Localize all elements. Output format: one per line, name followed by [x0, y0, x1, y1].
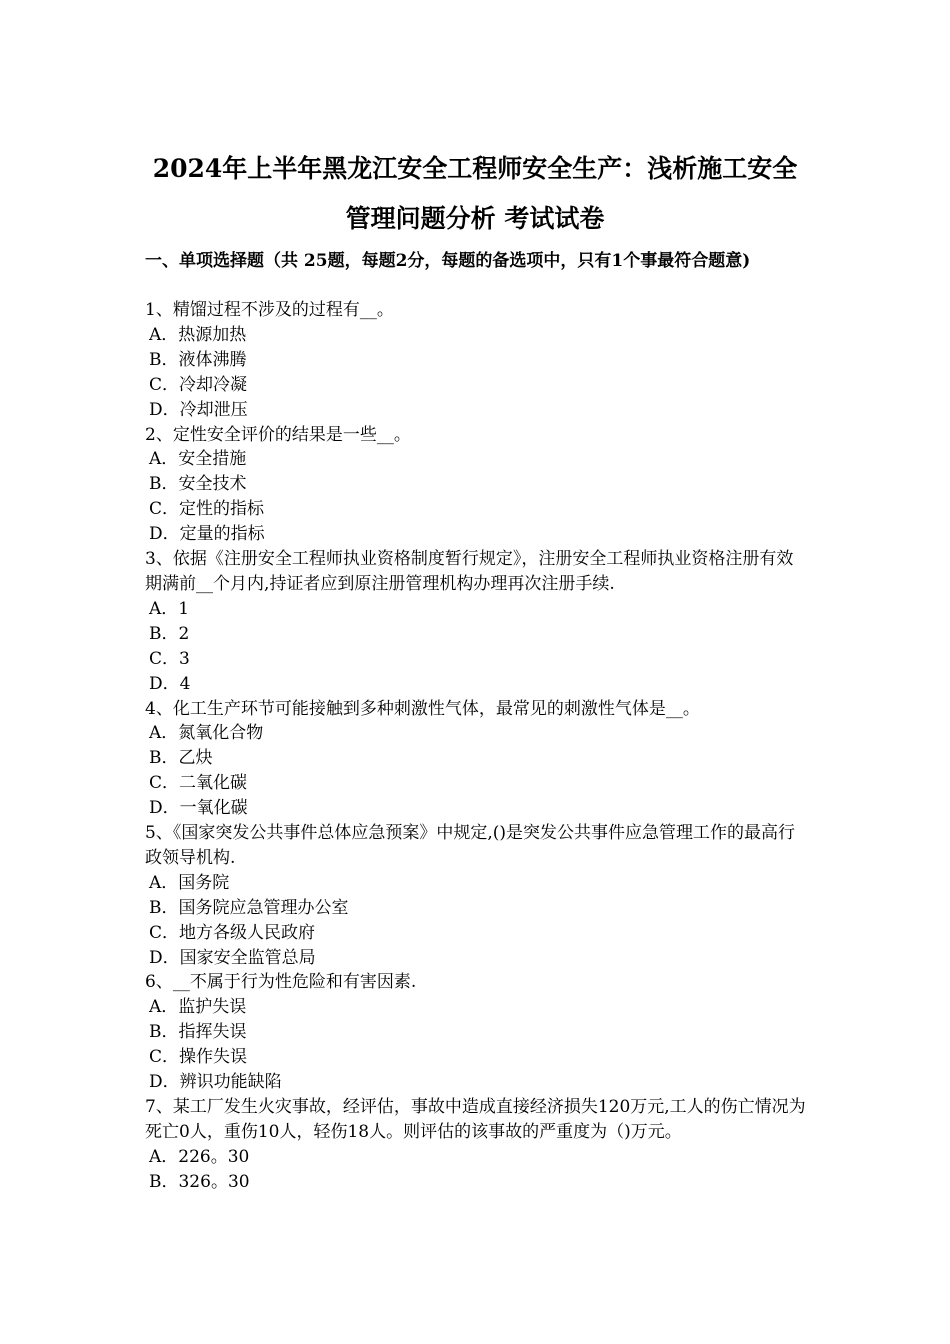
question-stem: 2、定性安全评价的结果是一些__。 — [145, 424, 411, 445]
option-d: D．辨识功能缺陷 — [149, 1072, 282, 1093]
option-a: A．国务院 — [149, 872, 230, 893]
option-d: D．定量的指标 — [149, 524, 265, 545]
option-b: B．2 — [149, 623, 190, 644]
question-2 — [145, 423, 810, 548]
option-b: B．液体沸腾 — [149, 349, 247, 370]
option-d: D．冷却泄压 — [149, 399, 248, 420]
option-c: C．冷却冷凝 — [149, 374, 248, 395]
option-b: B．乙炔 — [149, 748, 213, 769]
option-d: D．国家安全监管总局 — [149, 947, 316, 968]
option-a: A．226。30 — [149, 1146, 250, 1167]
option-a: A．安全措施 — [149, 449, 247, 470]
option-c: C．操作失误 — [149, 1047, 248, 1068]
option-a: A．氮氧化合物 — [149, 723, 264, 744]
question-3 — [145, 547, 810, 696]
document-title-line-1: 2024年上半年黑龙江安全工程师安全生产：浅析施工安全 — [152, 154, 798, 183]
option-c: C．定性的指标 — [149, 499, 265, 520]
option-b: B．安全技术 — [149, 474, 247, 495]
option-d: D．4 — [149, 673, 191, 694]
question-5 — [145, 821, 810, 970]
option-b: B．指挥失误 — [149, 1022, 247, 1043]
option-a: A．监护失误 — [149, 997, 247, 1018]
question-stem: 4、化工生产环节可能接触到多种刺激性气体，最常见的刺激性气体是__。 — [145, 698, 700, 719]
option-c: C．3 — [149, 648, 190, 669]
question-stem: 5、《国家突发公共事件总体应急预案》中规定,()是突发公共事件应急管理工作的最高行政领导机构. — [145, 823, 795, 868]
question-7 — [145, 1095, 810, 1195]
question-6 — [145, 970, 810, 1095]
option-a: A．热源加热 — [149, 324, 247, 345]
question-4 — [145, 697, 810, 822]
question-stem: 6、__不属于行为性危险和有害因素. — [145, 972, 417, 993]
option-a: A．1 — [149, 598, 190, 619]
question-1 — [145, 298, 810, 423]
option-b: B．326。30 — [149, 1171, 250, 1192]
option-d: D．一氧化碳 — [149, 798, 248, 819]
question-stem: 7、某工厂发生火灾事故，经评估，事故中造成直接经济损失120万元,工人的伤亡情况为死亡0人，重伤10人，轻伤18人。则评估的该事故的严重度为（)万元。 — [145, 1097, 806, 1142]
option-c: C．地方各级人民政府 — [149, 922, 316, 943]
document-title-line-2: 管理问题分析 考试试卷 — [345, 204, 605, 233]
question-stem: 1、精馏过程不涉及的过程有__。 — [145, 300, 394, 320]
question-stem: 3、依据《注册安全工程师执业资格制度暂行规定》，注册安全工程师执业资格注册有效期满前__个月内,持证者应到原注册管理机构办理再次注册手续. — [145, 549, 794, 594]
section-heading: 一、单项选择题（共 25题，每题2分，每题的备选项中，只有1个事最符合题意) — [145, 251, 751, 271]
option-b: B．国务院应急管理办公室 — [149, 897, 349, 918]
option-c: C．二氧化碳 — [149, 773, 248, 794]
question-list — [145, 298, 810, 1195]
